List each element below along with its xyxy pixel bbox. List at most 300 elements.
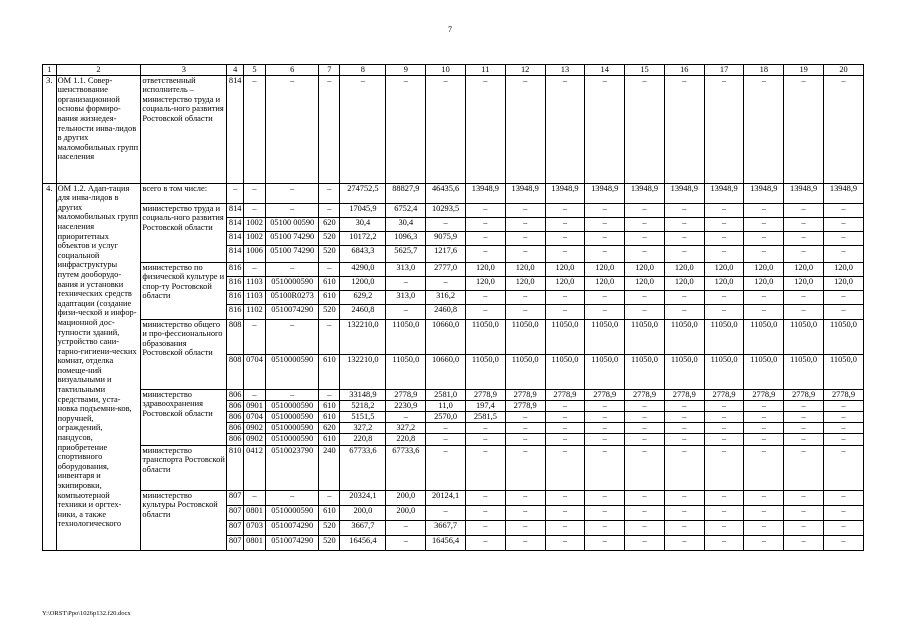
value-cell: 6843,3 — [340, 245, 386, 262]
value-cell: – — [585, 245, 625, 262]
value-cell: – — [625, 490, 665, 505]
value-cell: 0510023790 — [266, 445, 319, 490]
value-cell: – — [824, 411, 864, 422]
table-row — [43, 75, 864, 183]
value-cell: – — [426, 422, 466, 433]
value-cell: 120,0 — [664, 262, 704, 276]
column-header: 18 — [744, 65, 784, 76]
value-cell: – — [744, 445, 784, 490]
value-cell: 2570,0 — [426, 411, 466, 422]
value-cell: – — [465, 304, 505, 319]
value-cell: – — [505, 203, 545, 217]
value-cell: – — [465, 535, 505, 550]
value-cell: – — [784, 445, 824, 490]
value-cell: – — [784, 535, 824, 550]
value-cell: 2778,9 — [784, 389, 824, 400]
value-cell: 806 — [227, 389, 244, 400]
value-cell: – — [319, 183, 340, 203]
value-cell: 220,8 — [386, 433, 426, 445]
value-cell: – — [704, 290, 744, 304]
column-header: 11 — [465, 65, 505, 76]
value-cell: 1102 — [244, 304, 266, 319]
value-cell: 610 — [319, 505, 340, 520]
header-row — [43, 65, 864, 76]
column-header: 16 — [664, 65, 704, 76]
value-cell: 200,0 — [386, 490, 426, 505]
value-cell: – — [625, 445, 665, 490]
value-cell: 30,4 — [386, 217, 426, 231]
value-cell: – — [266, 389, 319, 400]
column-header: 13 — [545, 65, 585, 76]
column-header: 4 — [227, 65, 244, 76]
value-cell: 20324,1 — [340, 490, 386, 505]
value-cell: 46435,6 — [426, 183, 466, 203]
value-cell: – — [386, 535, 426, 550]
value-cell: 2230,9 — [386, 400, 426, 411]
value-cell: 2778,9 — [585, 389, 625, 400]
value-cell: – — [319, 490, 340, 505]
value-cell: 11050,0 — [585, 319, 625, 354]
file-path-footer: Y:\ORST\Ppo\1026p132.f20.docx — [42, 610, 131, 617]
value-cell: – — [744, 231, 784, 245]
row-number: 3. — [43, 75, 57, 183]
value-cell: – — [664, 505, 704, 520]
value-cell: 05100 74290 — [266, 245, 319, 262]
value-cell: – — [585, 290, 625, 304]
value-cell: 814 — [227, 245, 244, 262]
value-cell: – — [319, 319, 340, 354]
value-cell: 1096,3 — [386, 231, 426, 245]
value-cell: – — [744, 245, 784, 262]
value-cell: – — [505, 290, 545, 304]
value-cell: 807 — [227, 535, 244, 550]
value-cell: – — [744, 304, 784, 319]
value-cell: 30,4 — [340, 217, 386, 231]
value-cell: 120,0 — [784, 276, 824, 290]
value-cell: 9075,9 — [426, 231, 466, 245]
value-cell: – — [505, 231, 545, 245]
value-cell: 11050,0 — [664, 354, 704, 389]
value-cell: 120,0 — [465, 262, 505, 276]
value-cell: 814 — [227, 203, 244, 217]
value-cell: – — [426, 433, 466, 445]
value-cell: – — [545, 411, 585, 422]
value-cell: 120,0 — [824, 262, 864, 276]
value-cell: – — [244, 490, 266, 505]
value-cell: 620 — [319, 217, 340, 231]
value-cell: – — [340, 75, 386, 183]
value-cell: 16456,4 — [340, 535, 386, 550]
value-cell: – — [585, 505, 625, 520]
column-header: 10 — [426, 65, 466, 76]
column-header: 15 — [625, 65, 665, 76]
value-cell: – — [704, 433, 744, 445]
value-cell: – — [545, 505, 585, 520]
value-cell: – — [585, 400, 625, 411]
executor-name: ответственный исполнитель – министерство труда и социаль-ного развития Ростовской области — [141, 75, 227, 183]
value-cell: – — [784, 490, 824, 505]
value-cell: – — [505, 490, 545, 505]
value-cell: 5625,7 — [386, 245, 426, 262]
value-cell: 806 — [227, 411, 244, 422]
value-cell: 0510000590 — [266, 354, 319, 389]
value-cell: – — [824, 535, 864, 550]
measure-name: ОМ 1.1. Совер-шенствование организационной основы формиро-вания жизнедея-тельности инва-лидов в других маломобильных групп населения — [56, 75, 141, 183]
value-cell: – — [266, 319, 319, 354]
value-cell: 120,0 — [824, 276, 864, 290]
value-cell: – — [244, 75, 266, 183]
value-cell: – — [319, 203, 340, 217]
value-cell: – — [824, 433, 864, 445]
value-cell: 11050,0 — [704, 354, 744, 389]
value-cell: – — [784, 245, 824, 262]
value-cell: – — [824, 520, 864, 535]
value-cell: – — [505, 245, 545, 262]
value-cell: 2778,9 — [386, 389, 426, 400]
executor-name: министерство труда и социаль-ного развития Ростовской области — [141, 203, 227, 262]
value-cell: 120,0 — [704, 276, 744, 290]
value-cell: – — [744, 433, 784, 445]
executor-name: министерство культуры Ростовской области — [141, 490, 227, 550]
value-cell: – — [704, 411, 744, 422]
value-cell: 2778,9 — [824, 389, 864, 400]
value-cell: – — [545, 433, 585, 445]
value-cell: 327,2 — [340, 422, 386, 433]
value-cell: 13948,9 — [744, 183, 784, 203]
value-cell: 11050,0 — [824, 319, 864, 354]
value-cell: – — [625, 505, 665, 520]
value-cell: – — [545, 445, 585, 490]
value-cell: – — [704, 217, 744, 231]
value-cell: – — [744, 400, 784, 411]
value-cell: 816 — [227, 290, 244, 304]
value-cell: – — [505, 433, 545, 445]
value-cell: 0510000590 — [266, 505, 319, 520]
value-cell: 1002 — [244, 217, 266, 231]
value-cell: 11050,0 — [784, 319, 824, 354]
value-cell: – — [426, 276, 466, 290]
value-cell: 610 — [319, 433, 340, 445]
value-cell: – — [585, 490, 625, 505]
value-cell: 1006 — [244, 245, 266, 262]
value-cell: – — [664, 290, 704, 304]
value-cell: 11050,0 — [784, 354, 824, 389]
table-row — [43, 490, 864, 505]
value-cell: – — [744, 411, 784, 422]
value-cell: – — [426, 445, 466, 490]
value-cell: – — [664, 217, 704, 231]
value-cell: – — [386, 75, 426, 183]
table-row — [43, 183, 864, 203]
value-cell: – — [625, 400, 665, 411]
value-cell: 814 — [227, 217, 244, 231]
column-header: 20 — [824, 65, 864, 76]
value-cell: 120,0 — [744, 276, 784, 290]
value-cell: – — [625, 203, 665, 217]
value-cell: – — [664, 203, 704, 217]
value-cell: – — [465, 520, 505, 535]
value-cell: – — [585, 535, 625, 550]
value-cell: – — [664, 304, 704, 319]
column-header: 14 — [585, 65, 625, 76]
value-cell: 5151,5 — [340, 411, 386, 422]
value-cell: – — [545, 217, 585, 231]
value-cell: 610 — [319, 411, 340, 422]
value-cell: – — [824, 400, 864, 411]
value-cell: – — [824, 231, 864, 245]
value-cell: – — [664, 75, 704, 183]
value-cell: 816 — [227, 304, 244, 319]
value-cell: 0704 — [244, 411, 266, 422]
value-cell: 313,0 — [386, 290, 426, 304]
column-header: 8 — [340, 65, 386, 76]
value-cell: 13948,9 — [824, 183, 864, 203]
value-cell: – — [664, 422, 704, 433]
value-cell: – — [704, 75, 744, 183]
value-cell: 11050,0 — [465, 319, 505, 354]
value-cell: – — [704, 535, 744, 550]
value-cell: – — [465, 490, 505, 505]
value-cell: – — [505, 445, 545, 490]
value-cell: 520 — [319, 520, 340, 535]
value-cell: 13948,9 — [625, 183, 665, 203]
value-cell: – — [625, 245, 665, 262]
value-cell: – — [465, 290, 505, 304]
value-cell: 11050,0 — [744, 354, 784, 389]
value-cell: 10660,0 — [426, 354, 466, 389]
value-cell: – — [545, 490, 585, 505]
value-cell: 1217,6 — [426, 245, 466, 262]
value-cell: 132210,0 — [340, 354, 386, 389]
value-cell: – — [545, 290, 585, 304]
row-number: 4. — [43, 183, 57, 550]
value-cell: – — [426, 505, 466, 520]
column-header: 19 — [784, 65, 824, 76]
value-cell: – — [744, 290, 784, 304]
value-cell: 0510074290 — [266, 535, 319, 550]
value-cell: – — [664, 490, 704, 505]
value-cell: 0901 — [244, 400, 266, 411]
value-cell: – — [744, 75, 784, 183]
value-cell: – — [266, 262, 319, 276]
value-cell: 11050,0 — [505, 354, 545, 389]
value-cell: – — [266, 203, 319, 217]
value-cell: 120,0 — [744, 262, 784, 276]
table-row — [43, 445, 864, 490]
value-cell: – — [784, 304, 824, 319]
value-cell: – — [585, 203, 625, 217]
value-cell: 807 — [227, 520, 244, 535]
value-cell: – — [585, 304, 625, 319]
value-cell: – — [704, 505, 744, 520]
value-cell: 520 — [319, 245, 340, 262]
value-cell: – — [744, 535, 784, 550]
value-cell: 2778,9 — [545, 389, 585, 400]
value-cell: 120,0 — [465, 276, 505, 290]
value-cell: – — [244, 262, 266, 276]
value-cell: – — [704, 490, 744, 505]
value-cell: – — [744, 520, 784, 535]
value-cell: 1002 — [244, 231, 266, 245]
value-cell: – — [784, 422, 824, 433]
value-cell: – — [664, 445, 704, 490]
value-cell: 3667,7 — [340, 520, 386, 535]
value-cell: 120,0 — [625, 276, 665, 290]
value-cell: 88827,9 — [386, 183, 426, 203]
value-cell: – — [824, 445, 864, 490]
value-cell: – — [585, 445, 625, 490]
value-cell: – — [824, 245, 864, 262]
value-cell: 05100 74290 — [266, 231, 319, 245]
table-row — [43, 203, 864, 217]
value-cell: – — [505, 422, 545, 433]
value-cell: – — [505, 217, 545, 231]
value-cell: – — [545, 520, 585, 535]
value-cell: 520 — [319, 231, 340, 245]
value-cell: 2778,9 — [704, 389, 744, 400]
value-cell: 11050,0 — [625, 319, 665, 354]
column-header: 1 — [43, 65, 57, 76]
value-cell: 120,0 — [784, 262, 824, 276]
value-cell: – — [784, 203, 824, 217]
value-cell: – — [465, 433, 505, 445]
value-cell: 2777,0 — [426, 262, 466, 276]
value-cell: – — [664, 231, 704, 245]
value-cell: 11050,0 — [585, 354, 625, 389]
value-cell: – — [784, 231, 824, 245]
value-cell: 2581,0 — [426, 389, 466, 400]
value-cell: 11050,0 — [545, 319, 585, 354]
executor-name: министерство по физической культуре и спор-ту Ростовской области — [141, 262, 227, 319]
value-cell: – — [465, 203, 505, 217]
value-cell: – — [545, 231, 585, 245]
value-cell: – — [585, 75, 625, 183]
value-cell: – — [386, 520, 426, 535]
value-cell: 120,0 — [545, 262, 585, 276]
value-cell: 0704 — [244, 354, 266, 389]
value-cell: 10660,0 — [426, 319, 466, 354]
value-cell: 808 — [227, 319, 244, 354]
value-cell: – — [824, 290, 864, 304]
value-cell: – — [744, 505, 784, 520]
value-cell: 11050,0 — [824, 354, 864, 389]
value-cell: 197,4 — [465, 400, 505, 411]
value-cell: 0510074290 — [266, 304, 319, 319]
value-cell: 3667,7 — [426, 520, 466, 535]
value-cell: – — [824, 75, 864, 183]
value-cell: 620 — [319, 422, 340, 433]
value-cell: – — [585, 411, 625, 422]
value-cell: 520 — [319, 304, 340, 319]
value-cell: 13948,9 — [704, 183, 744, 203]
value-cell: 316,2 — [426, 290, 466, 304]
value-cell: – — [744, 490, 784, 505]
value-cell: 1103 — [244, 290, 266, 304]
value-cell: 17045,9 — [340, 203, 386, 217]
value-cell: 313,0 — [386, 262, 426, 276]
value-cell: 2581,5 — [465, 411, 505, 422]
column-header: 17 — [704, 65, 744, 76]
value-cell: 0801 — [244, 535, 266, 550]
value-cell: – — [505, 520, 545, 535]
page-number: 7 — [448, 25, 452, 34]
value-cell: – — [824, 217, 864, 231]
value-cell: – — [319, 75, 340, 183]
value-cell: – — [545, 75, 585, 183]
value-cell: – — [744, 203, 784, 217]
value-cell: – — [545, 245, 585, 262]
table-row — [43, 389, 864, 400]
value-cell: 629,2 — [340, 290, 386, 304]
value-cell: – — [505, 505, 545, 520]
value-cell: – — [545, 400, 585, 411]
value-cell: – — [784, 505, 824, 520]
value-cell: – — [625, 217, 665, 231]
value-cell: 11050,0 — [386, 319, 426, 354]
value-cell: – — [784, 520, 824, 535]
value-cell: 13948,9 — [465, 183, 505, 203]
value-cell: – — [664, 520, 704, 535]
value-cell: 2778,9 — [465, 389, 505, 400]
value-cell: – — [824, 490, 864, 505]
value-cell: – — [266, 75, 319, 183]
value-cell: 807 — [227, 505, 244, 520]
value-cell: – — [625, 75, 665, 183]
value-cell: 13948,9 — [664, 183, 704, 203]
value-cell: 5218,2 — [340, 400, 386, 411]
value-cell: – — [625, 411, 665, 422]
value-cell: 2460,8 — [340, 304, 386, 319]
value-cell: – — [386, 276, 426, 290]
value-cell: 240 — [319, 445, 340, 490]
value-cell: 2778,9 — [505, 400, 545, 411]
value-cell: 0510000590 — [266, 422, 319, 433]
value-cell: 120,0 — [545, 276, 585, 290]
column-header: 12 — [505, 65, 545, 76]
value-cell: – — [744, 422, 784, 433]
value-cell: – — [319, 262, 340, 276]
value-cell: – — [704, 245, 744, 262]
measure-name: ОМ 1.2. Адап-тация для инва-лидов в других маломобильных групп населения приоритетных объектов и услуг социальной инфраструктуры путем дооборудо-вания и установки технических средств адаптации (создание физи-ческой и инфор-мационной дос-тупности зданий, устройство сани-тарно-гигиени-ческих комнат, отделка помеще-ний визуальными и тактильными средствами, уста-новка подъемни-ков, поручней, ограждений, пандусов, приобретение спортивного оборудования, инвентаря и экипировки, компьютерной техники и оргтех-ники, а также технологического — [56, 183, 141, 550]
value-cell: 20124,1 — [426, 490, 466, 505]
value-cell: 67733,6 — [340, 445, 386, 490]
value-cell: – — [704, 304, 744, 319]
column-header: 9 — [386, 65, 426, 76]
executor-name: всего в том числе: — [141, 183, 227, 203]
value-cell: 200,0 — [340, 505, 386, 520]
value-cell: – — [465, 245, 505, 262]
value-cell: – — [465, 445, 505, 490]
value-cell: 0510074290 — [266, 520, 319, 535]
value-cell: 11050,0 — [465, 354, 505, 389]
value-cell: – — [744, 217, 784, 231]
value-cell: – — [704, 422, 744, 433]
value-cell: – — [465, 75, 505, 183]
value-cell: – — [664, 535, 704, 550]
value-cell: 120,0 — [585, 276, 625, 290]
value-cell: 816 — [227, 262, 244, 276]
value-cell: – — [784, 290, 824, 304]
value-cell: – — [465, 505, 505, 520]
value-cell: – — [227, 183, 244, 203]
value-cell: – — [545, 422, 585, 433]
value-cell: 67733,6 — [386, 445, 426, 490]
value-cell: 2778,9 — [744, 389, 784, 400]
value-cell: 808 — [227, 354, 244, 389]
value-cell: 806 — [227, 422, 244, 433]
value-cell: – — [585, 231, 625, 245]
value-cell: 11050,0 — [664, 319, 704, 354]
